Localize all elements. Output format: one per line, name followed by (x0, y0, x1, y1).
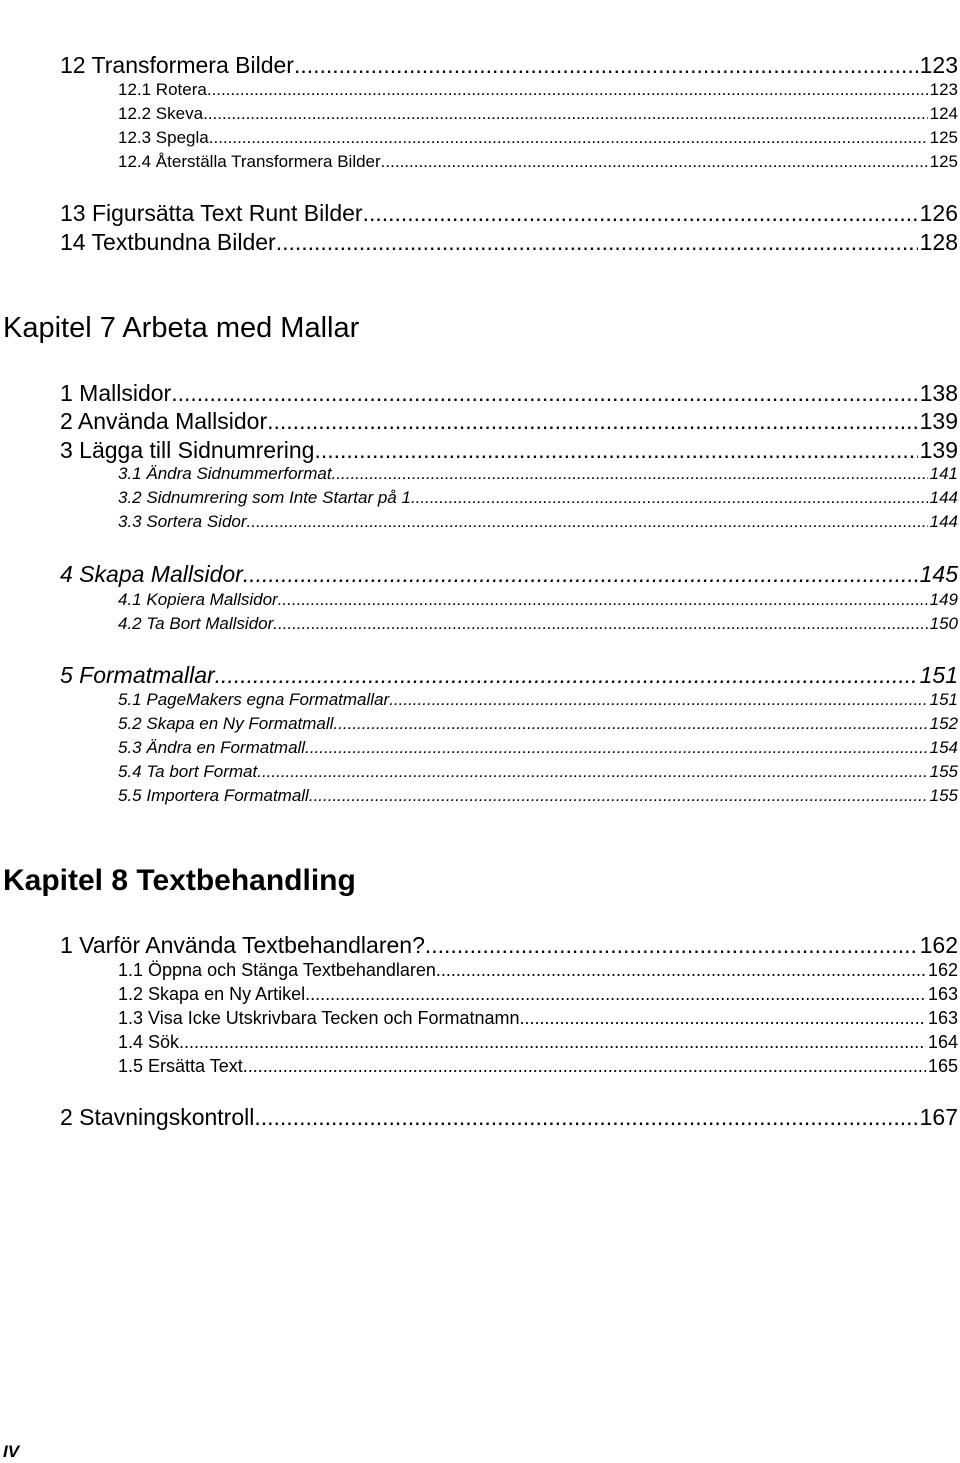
toc-title: 5 Formatmallar (60, 662, 215, 688)
toc-page-number: 125 (929, 152, 958, 171)
toc-page-number: 164 (927, 1032, 958, 1052)
dot-leader (203, 104, 928, 124)
toc-title: 5.4 Ta bort Format (118, 762, 258, 781)
dot-leader (363, 200, 918, 227)
toc-entry (60, 932, 958, 959)
toc-title: 12.3 Spegla (118, 128, 209, 147)
toc-entry (118, 80, 958, 100)
toc-page-number: 152 (929, 714, 958, 733)
toc-entry (60, 662, 958, 689)
toc-page-number: 124 (929, 104, 958, 123)
toc-entry (118, 786, 958, 806)
toc-title: 4 Skapa Mallsidor (60, 561, 243, 587)
toc-title: 1.3 Visa Icke Utskrivbara Tecken och Formatnamn (118, 1008, 520, 1028)
toc-page-number: 125 (929, 128, 958, 147)
dot-leader (294, 52, 918, 79)
toc-entry (118, 488, 958, 508)
toc-entry (118, 1032, 958, 1053)
toc-entry (118, 960, 958, 981)
chapter-heading: Kapitel 8 Textbehandling (3, 864, 356, 897)
toc-page-number: 145 (919, 561, 958, 587)
toc-entry (118, 512, 958, 532)
toc-title: 4.2 Ta Bort Mallsidor (118, 614, 274, 633)
dot-leader (411, 488, 928, 508)
toc-entry (60, 408, 958, 435)
dot-leader (267, 408, 918, 435)
toc-title: 12.2 Skeva (118, 104, 204, 123)
toc-entry (118, 1056, 958, 1077)
toc-page-number: 149 (929, 590, 958, 609)
toc-title: 5.2 Skapa en Ny Formatmall (118, 714, 334, 733)
toc-page-number: 151 (929, 690, 958, 709)
toc-entry (118, 984, 958, 1005)
toc-title: 3 Lägga till Sidnumrering (60, 437, 315, 463)
toc-entry (118, 1008, 958, 1029)
toc-title: 12 Transformera Bilder (60, 52, 294, 78)
toc-page-number: 138 (919, 380, 958, 406)
toc-entry (118, 152, 958, 172)
toc-entry (60, 52, 958, 79)
toc-page-number: 154 (929, 738, 958, 757)
toc-entry (118, 590, 958, 610)
dot-leader (381, 152, 928, 172)
dot-leader (276, 229, 918, 256)
toc-title: 2 Använda Mallsidor (60, 408, 268, 434)
toc-title: 14 Textbundna Bilder (60, 229, 276, 255)
dot-leader (309, 786, 928, 806)
toc-entry (118, 690, 958, 710)
toc-entry (118, 738, 958, 758)
dot-leader (243, 1056, 926, 1077)
toc-title: 5.3 Ändra en Formatmall (118, 738, 306, 757)
dot-leader (436, 960, 926, 981)
toc-page-number: 139 (919, 408, 958, 434)
dot-leader (257, 762, 927, 782)
toc-title: 1.2 Skapa en Ny Artikel (118, 984, 306, 1004)
chapter-heading: Kapitel 7 Arbeta med Mallar (3, 312, 360, 344)
toc-title: 3.3 Sortera Sidor (118, 512, 247, 531)
dot-leader (171, 380, 917, 407)
dot-leader (273, 614, 927, 634)
toc-title: 12.4 Återställa Transformera Bilder (118, 152, 381, 171)
toc-title: 12.1 Rotera (118, 80, 207, 99)
toc-entry (118, 464, 958, 484)
dot-leader (209, 128, 928, 148)
dot-leader (278, 590, 928, 610)
toc-title: 5.1 PageMakers egna Formatmallar (118, 690, 390, 709)
dot-leader (332, 464, 928, 484)
toc-title: 2 Stavningskontroll (60, 1104, 255, 1130)
dot-leader (215, 662, 918, 689)
dot-leader (314, 437, 917, 464)
toc-page-number: 155 (929, 762, 958, 781)
dot-leader (247, 512, 928, 532)
toc-entry (118, 714, 958, 734)
toc-page-number: 151 (919, 662, 958, 688)
toc-title: 1.5 Ersätta Text (118, 1056, 243, 1076)
toc-page-number: 162 (927, 960, 958, 980)
dot-leader (243, 561, 918, 588)
toc-title: 3.1 Ändra Sidnummerformat (118, 464, 332, 483)
dot-leader (389, 690, 927, 710)
toc-page-number: 163 (927, 984, 958, 1004)
dot-leader (207, 80, 928, 100)
toc-page-number: 126 (919, 200, 958, 226)
toc-title: 13 Figursätta Text Runt Bilder (60, 200, 363, 226)
toc-page-number: 139 (919, 437, 958, 463)
toc-page-number: 162 (919, 932, 958, 958)
toc-page-number: 144 (929, 512, 958, 531)
page-folio: IV (3, 1442, 20, 1461)
toc-entry (60, 1104, 958, 1131)
toc-page-number: 163 (927, 1008, 958, 1028)
toc-title: 1.1 Öppna och Stänga Textbehandlaren (118, 960, 436, 980)
toc-page-number: 144 (929, 488, 958, 507)
toc-page-number: 128 (919, 229, 958, 255)
toc-title: 4.1 Kopiera Mallsidor (118, 590, 278, 609)
toc-entry (118, 614, 958, 634)
toc-page-number: 167 (919, 1104, 958, 1130)
toc-title: 5.5 Importera Formatmall (118, 786, 309, 805)
toc-entry (60, 437, 958, 464)
toc-page-number: 123 (919, 52, 958, 78)
toc-page-number: 165 (927, 1056, 958, 1076)
toc-title: 1 Mallsidor (60, 380, 172, 406)
dot-leader (425, 932, 918, 959)
dot-leader (179, 1032, 926, 1053)
toc-entry (60, 200, 958, 227)
toc-entry (118, 128, 958, 148)
toc-title: 1 Varför Använda Textbehandlaren? (60, 932, 425, 958)
toc-page-number: 150 (929, 614, 958, 633)
dot-leader (305, 738, 928, 758)
toc-entry (60, 561, 958, 588)
toc-entry (60, 229, 958, 256)
toc-page-number: 155 (929, 786, 958, 805)
dot-leader (305, 984, 926, 1005)
toc-page-number: 141 (929, 464, 958, 483)
dot-leader (520, 1008, 926, 1029)
dot-leader (254, 1104, 917, 1131)
toc-entry (60, 380, 958, 407)
toc-title: 3.2 Sidnumrering som Inte Startar på 1 (118, 488, 411, 507)
toc-entry (118, 104, 958, 124)
dot-leader (333, 714, 927, 734)
toc-entry (118, 762, 958, 782)
toc-page-number: 123 (929, 80, 958, 99)
toc-title: 1.4 Sök (118, 1032, 180, 1052)
